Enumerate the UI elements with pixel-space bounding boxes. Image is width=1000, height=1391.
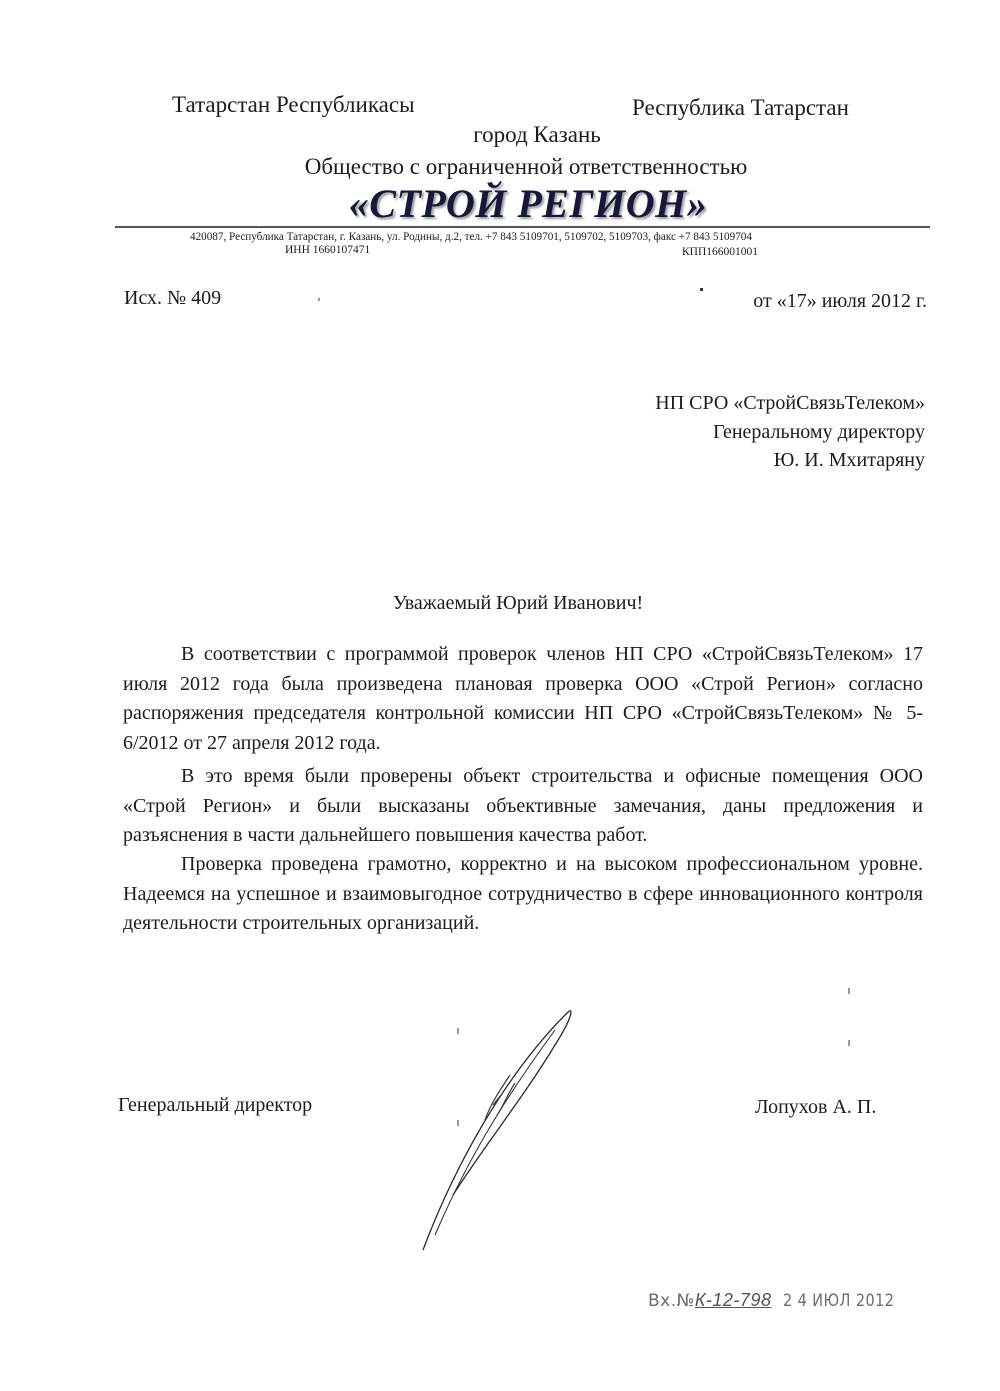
header-divider: [115, 226, 930, 228]
letter-body-paragraph-3: [123, 850, 923, 939]
scan-speck: [700, 288, 703, 291]
stamp-prefix: Вх.№: [648, 1291, 695, 1311]
addressee-position: Генеральному директору: [712, 420, 925, 443]
scan-speck: [318, 298, 320, 301]
stamp-handwritten-number: К-12-798: [694, 1290, 772, 1310]
company-address: 420087, Республика Татарстан, г. Казань, ул. Родины, д.2, тел. +7 843 5109701, 5109702, 5109703, факс +7 843 5109704: [190, 231, 752, 243]
header-republic-tatarstan: Республика Татарстан: [632, 95, 849, 120]
incoming-registration-stamp: [648, 1290, 914, 1311]
scan-speck: [457, 1120, 459, 1126]
signature-stroke: [423, 1011, 571, 1250]
scan-speck: [457, 1028, 459, 1034]
header-org-type: Общество с ограниченной ответственностью: [304, 154, 748, 179]
company-name: «СТРОЙ РЕГИОН»: [348, 181, 708, 226]
stamp-date: 2 4 ИЮЛ 2012: [783, 1291, 895, 1311]
paragraph-text: В это время были проверены объект строительства и офисные помещения ООО «Строй Регион» и были высказаны объективные замечания, даны предложения и разъяснения в части дальнейшего повышения качества работ.: [123, 765, 923, 846]
handwritten-signature: [415, 995, 615, 1255]
paragraph-text: В соответствии с программой проверок членов НП СРО «СтройСвязьТелеком» 17 июля 2012 года была произведена плановая проверка ООО «Строй Регион» согласно распоряжения председателя контрольной комиссии НП СРО «СтройСвязьТелеком» № 5-6/2012 от 27 апреля 2012 года.: [123, 643, 923, 754]
signatory-title: Генеральный директор: [118, 1094, 313, 1116]
paragraph-text: Проверка проведена грамотно, корректно и на высоком профессиональном уровне. Надеемся на успешное и взаимовыгодное сотрудничество в сфере инновационного контроля деятельности строительных организаций.: [123, 853, 923, 934]
signature-stroke: [435, 1030, 555, 1235]
salutation: Уважаемый Юрий Иванович!: [392, 592, 644, 614]
scan-speck: [848, 988, 850, 994]
letter-body-paragraph-1: [123, 640, 923, 758]
company-inn: ИНН 1660107471: [285, 244, 371, 256]
outgoing-number: Исх. № 409: [124, 287, 222, 309]
addressee-name: Ю. И. Мхитаряну: [773, 449, 925, 471]
scan-speck: [848, 1040, 850, 1046]
signatory-name: Лопухов А. П.: [755, 1096, 877, 1118]
company-kpp: КПП166001001: [682, 246, 759, 258]
letter-body-paragraph-2: [123, 762, 923, 851]
header-city: город Казань: [473, 122, 601, 147]
addressee-block: [655, 389, 925, 475]
header-tatar-republic: Татарстан Республикасы: [172, 92, 415, 117]
letter-date: от «17» июля 2012 г.: [753, 290, 927, 312]
addressee-org: НП СРО «СтройСвязьТелеком»: [655, 392, 925, 414]
